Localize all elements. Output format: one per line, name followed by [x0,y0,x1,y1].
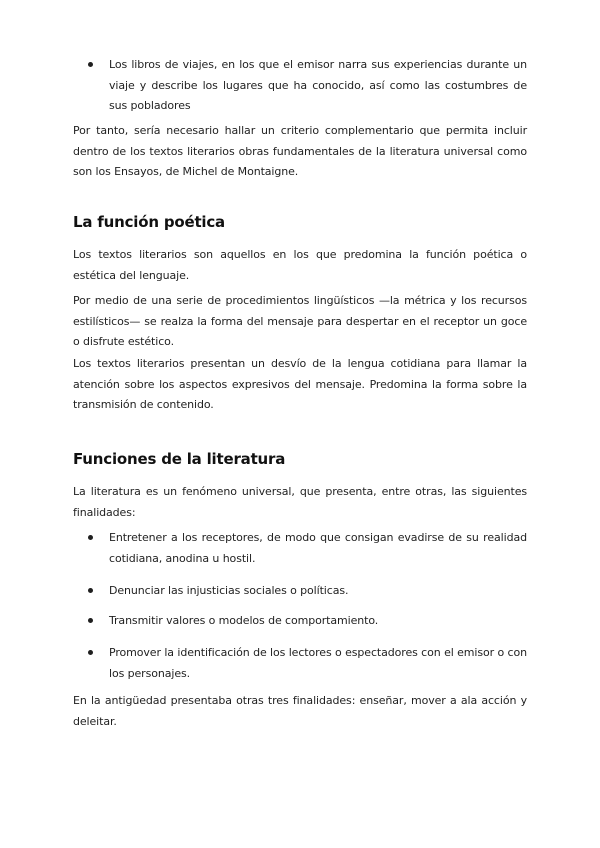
paragraph: La literatura es un fenómeno universal, que presenta, entre otras, las siguientes finalidades: [73,485,527,519]
bullet-icon [88,62,93,67]
bullet-icon [88,588,93,593]
bullet-icon [88,650,93,655]
section-heading-functions: Funciones de la literatura [73,450,286,468]
section-heading-poetic: La función poética [73,213,225,231]
bullet-icon [88,535,93,540]
paragraph: Los textos literarios presentan un desvío de la lengua cotidiana para llamar la atención sobre los aspectos expresivos del mensaje. Predomina la forma sobre la transmisión de contenido. [73,357,527,411]
list-item-text: Denunciar las injusticias sociales o políticas. [109,584,349,597]
closing-paragraph: En la antigüedad presentaba otras tres finalidades: enseñar, mover a ala acción y deleitar. [73,694,527,728]
list-item-text: Promover la identificación de los lectores o espectadores con el emisor o con los personajes. [109,646,527,680]
list-item-text: Entretener a los receptores, de modo que consigan evadirse de su realidad cotidiana, anodina u hostil. [109,531,527,565]
paragraph: Los textos literarios son aquellos en los que predomina la función poética o estética del lenguaje. [73,248,527,282]
list-item-text: Transmitir valores o modelos de comportamiento. [109,614,379,627]
paragraph: Por medio de una serie de procedimientos lingüísticos —la métrica y los recursos estilísticos— se realza la forma del mensaje para despertar en el receptor un goce o disfrute estético. [73,294,527,348]
bullet-icon [88,618,93,623]
list-item-text: Los libros de viajes, en los que el emisor narra sus experiencias durante un viaje y describe los lugares que ha conocido, así como las costumbres de sus pobladores [109,58,527,112]
intro-paragraph: Por tanto, sería necesario hallar un criterio complementario que permita incluir dentro de los textos literarios obras fundamentales de la literatura universal como son los Ensayos, de Michel de Montaigne. [73,124,527,178]
